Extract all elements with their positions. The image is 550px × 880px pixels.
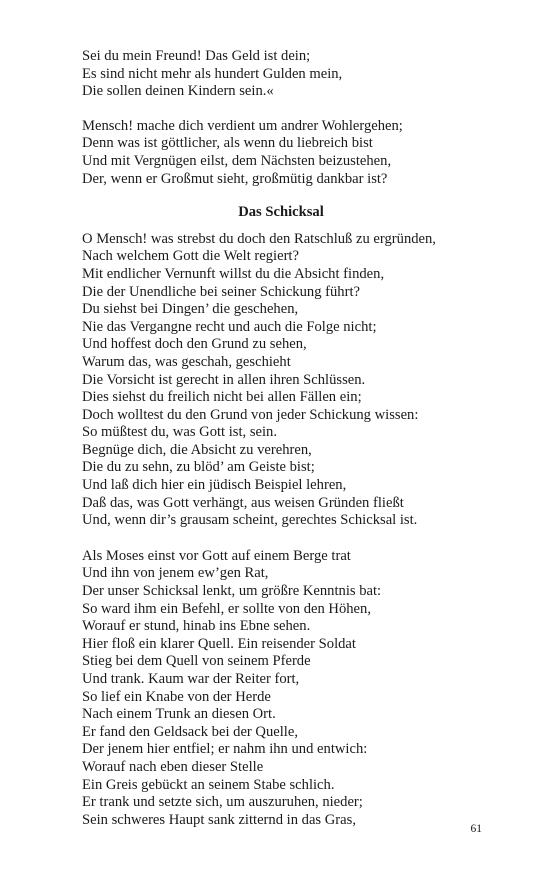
verse-line: Und, wenn dir’s grausam scheint, gerechtes Schicksal ist. [82, 512, 418, 529]
verse-line: Dies siehst du freilich nicht bei allen Fällen ein; [82, 389, 362, 406]
verse-line: Du siehst bei Dingen’ die geschehen, [82, 301, 299, 318]
verse-line: So müßtest du, was Gott ist, sein. [82, 424, 277, 441]
verse-line: Der, wenn er Großmut sieht, großmütig dankbar ist? [82, 170, 388, 187]
verse-line: Der unser Schicksal lenkt, um größre Kenntnis bat: [82, 583, 382, 600]
verse-line: Hier floß ein klarer Quell. Ein reisender Soldat [82, 635, 356, 652]
verse-line: Und laß dich hier ein jüdisch Beispiel lehren, [82, 477, 347, 494]
verse-line: Die Vorsicht ist gerecht in allen ihren Schlüssen. [82, 371, 366, 388]
stanza-3 [82, 231, 482, 530]
verse-line: Der jenem hier entfiel; er nahm ihn und entwich: [82, 741, 368, 758]
stanza-4 [82, 548, 482, 830]
verse-line: Nie das Vergangne recht und auch die Folge nicht; [82, 318, 377, 335]
verse-line: Sein schweres Haupt sank zitternd in das Gras, [82, 811, 356, 828]
poem-title: Das Schicksal [238, 204, 324, 221]
verse-line: Warum das, was geschah, geschieht [82, 353, 291, 370]
verse-line: Doch wolltest du den Grund von jeder Schickung wissen: [82, 406, 419, 423]
verse-line: Daß das, was Gott verhängt, aus weisen Gründen fließt [82, 494, 404, 511]
verse-line: Die der Unendliche bei seiner Schickung führt? [82, 283, 360, 300]
verse-line: Und ihn von jenem ew’gen Rat, [82, 565, 269, 582]
verse-line: Worauf nach eben dieser Stelle [82, 758, 264, 775]
title-gap [82, 222, 482, 231]
verse-line: Als Moses einst vor Gott auf einem Berge trat [82, 547, 351, 564]
verse-line: Und hoffest doch den Grund zu sehen, [82, 336, 307, 353]
verse-line: Er fand den Geldsack bei der Quelle, [82, 723, 298, 740]
verse-line: Ein Greis gebückt an seinem Stabe schlich. [82, 776, 335, 793]
verse-line: Und mit Vergnügen eilst, dem Nächsten beizustehen, [82, 152, 392, 169]
verse-line: Mit endlicher Vernunft willst du die Absicht finden, [82, 265, 385, 282]
verse-line: Denn was ist göttlicher, als wenn du liebreich bist [82, 135, 373, 152]
page-body [82, 48, 482, 829]
stanza-1 [82, 48, 482, 101]
verse-line: Worauf er stund, hinab ins Ebne sehen. [82, 618, 311, 635]
verse-line: So lief ein Knabe von der Herde [82, 688, 271, 705]
section-gap [82, 188, 482, 204]
page-number: 61 [470, 823, 482, 835]
verse-line: Es sind nicht mehr als hundert Gulden mein, [82, 65, 343, 82]
verse-line: Die sollen deinen Kindern sein.« [82, 83, 274, 100]
verse-line: Und trank. Kaum war der Reiter fort, [82, 671, 300, 687]
verse-line: Die du zu sehn, zu blöd’ am Geiste bist; [82, 459, 315, 476]
verse-line: Nach einem Trunk an diesen Ort. [82, 706, 276, 723]
verse-line: O Mensch! was strebst du doch den Ratschluß zu ergründen, [82, 230, 436, 247]
verse-line: Nach welchem Gott die Welt regiert? [82, 248, 299, 265]
verse-line: Begnüge dich, die Absicht zu verehren, [82, 441, 312, 458]
stanza-2 [82, 118, 482, 188]
verse-line: Stieg bei dem Quell von seinem Pferde [82, 653, 311, 670]
verse-line: Er trank und setzte sich, um auszuruhen, nieder; [82, 794, 363, 811]
stanza-gap [82, 101, 482, 118]
verse-line: So ward ihm ein Befehl, er sollte von den Höhen, [82, 600, 371, 617]
verse-line: Mensch! mache dich verdient um andrer Wohlergehen; [82, 117, 403, 134]
stanza-gap [82, 530, 482, 548]
verse-line: Sei du mein Freund! Das Geld ist dein; [82, 48, 311, 64]
